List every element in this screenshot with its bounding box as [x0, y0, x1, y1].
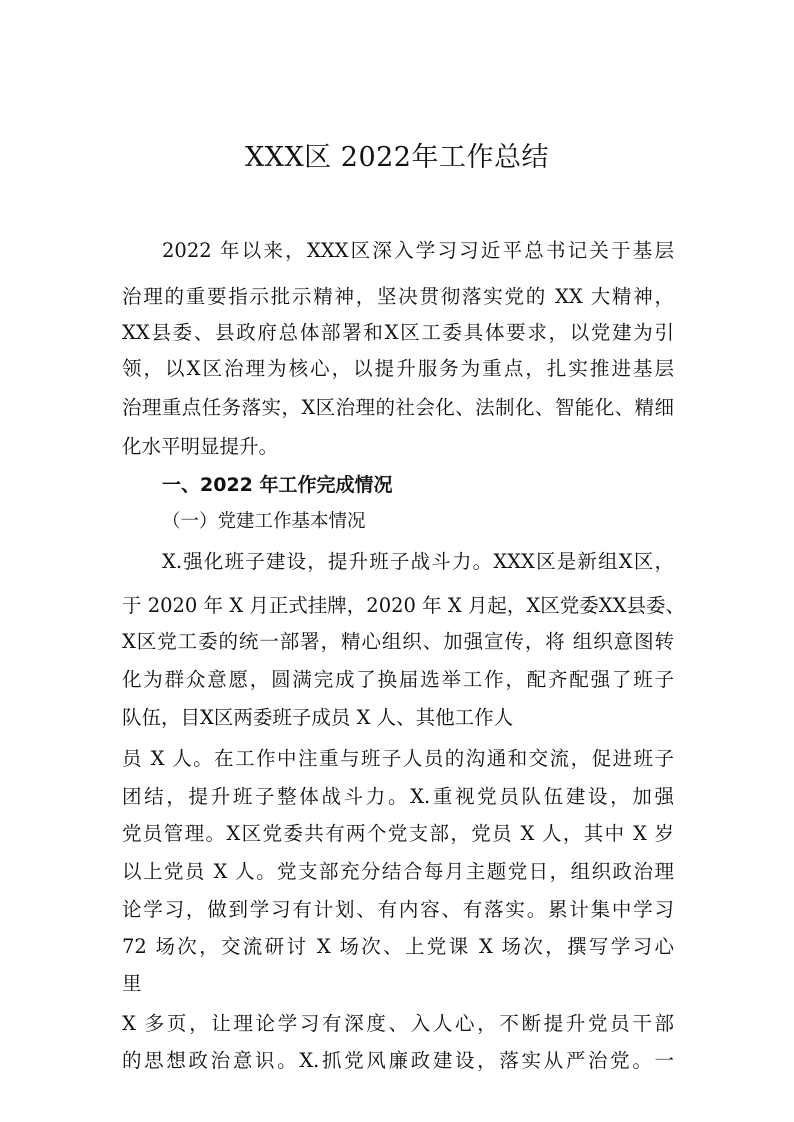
paragraph-line: 化为群众意愿，圆满完成了换届选举工作，配齐配强了班子 [122, 668, 674, 691]
paragraph-line: 论学习，做到学习有计划、有内容、有落实。累计集中学习 [122, 898, 674, 921]
paragraph-line: X 多页，让理论学习有深度、入人心，不断提升党员干部 [122, 1012, 674, 1035]
paragraph-line: X区党工委的统一部署，精心组织、加强宣传，将 组织意图转 [122, 630, 674, 653]
subsection-heading: （一）党建工作基本情况 [162, 511, 366, 532]
paragraph-line: 领，以X区治理为核心，以提升服务为重点，扎实推进基层 [122, 357, 674, 380]
section-heading: 一、2022 年工作完成情况 [162, 474, 393, 496]
paragraph-line: 72 场次，交流研讨 X 场次、上党课 X 场次，撰写学习心 [122, 935, 674, 958]
paragraph-line: 里 [122, 972, 142, 995]
paragraph-line: 治理的重要指示批示精神，坚决贯彻落实党的 XX 大精神， [122, 285, 674, 308]
paragraph-line: 化水平明显提升。 [122, 435, 279, 458]
paragraph-line: 的思想政治意识。X.抓党风廉政建设，落实从严治党。一 [122, 1049, 674, 1072]
document-title: XXX区 2022年工作总结 [245, 142, 549, 173]
paragraph-line: 团结，提升班子整体战斗力。X.重视党员队伍建设，加强 [122, 785, 674, 808]
paragraph-line: 治理重点任务落实，X区治理的社会化、法制化、智能化、精细 [122, 396, 674, 419]
paragraph-line: 2022 年以来，XXX区深入学习习近平总书记关于基层 [162, 239, 674, 262]
paragraph-line: 于 2020 年 X 月正式挂牌，2020 年 X 月起，X区党委XX县委、 [122, 594, 686, 617]
paragraph-line: 以上党员 X 人。党支部充分结合每月主题党日，组织政治理 [122, 860, 674, 883]
paragraph-line: X.强化班子建设，提升班子战斗力。XXX区是新组X区， [162, 550, 674, 573]
paragraph-line: 员 X 人。在工作中注重与班子人员的沟通和交流，促进班子 [122, 747, 674, 770]
paragraph-line: 党员管理。X区党委共有两个党支部，党员 X 人，其中 X 岁 [122, 822, 674, 845]
paragraph-line: 队伍，目X区两委班子成员 X 人、其他工作人 [122, 706, 514, 729]
paragraph-line: XX县委、县政府总体部署和X区工委具体要求，以党建为引 [122, 321, 674, 344]
